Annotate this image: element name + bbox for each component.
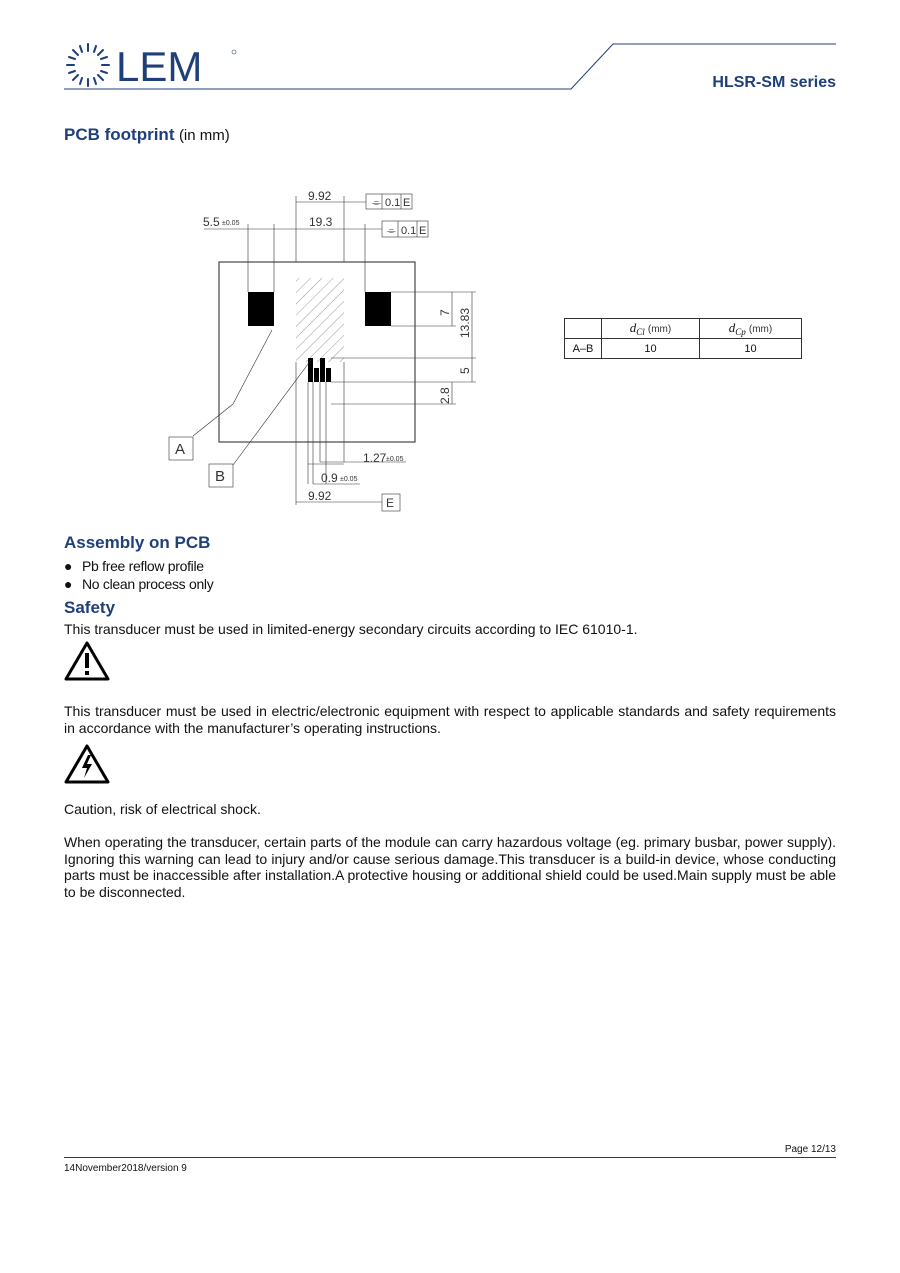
primary-pad-left <box>248 292 274 326</box>
label-e: E <box>386 496 395 510</box>
table-cell-dcl: 10 <box>602 339 700 359</box>
keep-out-area <box>296 278 344 362</box>
version-label: 14November2018/version 9 <box>64 1163 187 1174</box>
footer-rule <box>64 1157 836 1158</box>
tol-ref-2: E <box>419 225 427 237</box>
tol-1-27: ±0.05 <box>386 456 404 463</box>
footprint-title-note: (in mm) <box>178 127 230 144</box>
dim-5: 5 <box>458 367 472 374</box>
table-header-dcp: $d_{Cp}$ (mm) <box>700 319 802 339</box>
bullet-icon: ● <box>64 558 73 574</box>
table-header-row <box>565 319 802 339</box>
tol-symbol-1: ⌯ <box>372 197 381 209</box>
pcb-footprint-drawing <box>0 0 900 530</box>
footprint-title: PCB footprint <box>64 125 175 144</box>
tol-ref-1: E <box>403 197 411 209</box>
dim-19-3: 19.3 <box>309 215 333 229</box>
table-row-label: A–B <box>565 339 602 359</box>
electrical-shock-icon <box>64 744 110 784</box>
safety-title: Safety <box>64 598 116 617</box>
safety-paragraph-2: This transducer must be used in electric/electronic equipment with respect to applicable standards and safety requirements in accordance with the manufacturer’s operating instructions. <box>64 703 836 736</box>
tol-value-1: 0.1 <box>385 197 401 209</box>
tol-value-2: 0.1 <box>401 225 417 237</box>
dim-13-83: 13.83 <box>458 307 472 338</box>
pin-4 <box>326 368 331 382</box>
series-title: HLSR-SM series <box>712 74 836 91</box>
warning-icon <box>64 641 110 681</box>
dim-1-27: 1.27 <box>363 451 387 465</box>
pin-2 <box>314 368 319 382</box>
assembly-title: Assembly on PCB <box>64 533 211 552</box>
table-header-dcl: $d_{Cl}$ (mm) <box>602 319 700 339</box>
label-b: B <box>215 468 226 485</box>
list-item: ● No clean process only <box>64 576 214 592</box>
dim-5-5: 5.5 <box>203 215 220 229</box>
dim-9-92-top: 9.92 <box>308 189 332 203</box>
tol-symbol-2: ⌯ <box>387 225 396 237</box>
list-item: ● Pb free reflow profile <box>64 558 204 574</box>
table-row <box>565 339 802 359</box>
clearance-table <box>564 318 802 359</box>
tol-0-9: ±0.05 <box>340 476 358 483</box>
safety-paragraph-4: When operating the transducer, certain parts of the module can carry hazardous voltage (eg. primary busbar, power supply). Ignoring this warning can lead to injury and/or cause serious damage.This transducer is a build-in device, whose conducting parts must be inaccessible after installation.A protective housing or additional shield could be used.Main supply must be able to be disconnected. <box>64 834 836 900</box>
tol-5-5: ±0.05 <box>222 220 240 227</box>
dim-0-9: 0.9 <box>321 471 338 485</box>
dim-2-8: 2.8 <box>438 387 452 404</box>
dim-9-92-bottom: 9.92 <box>308 489 332 503</box>
bullet-icon: ● <box>64 576 73 592</box>
page-number: Page 12/13 <box>784 1144 836 1155</box>
table-header-empty <box>565 319 602 339</box>
pin-1 <box>308 358 313 382</box>
table-cell-dcp: 10 <box>700 339 802 359</box>
label-a: A <box>175 441 186 458</box>
dim-7: 7 <box>438 309 452 316</box>
pin-3 <box>320 358 325 382</box>
safety-paragraph-3: Caution, risk of electrical shock. <box>64 801 261 817</box>
primary-pad-right <box>365 292 391 326</box>
svg-text:LEM: LEM <box>116 43 203 90</box>
safety-paragraph-1: This transducer must be used in limited-energy secondary circuits according to IEC 61010-1. <box>64 621 638 637</box>
